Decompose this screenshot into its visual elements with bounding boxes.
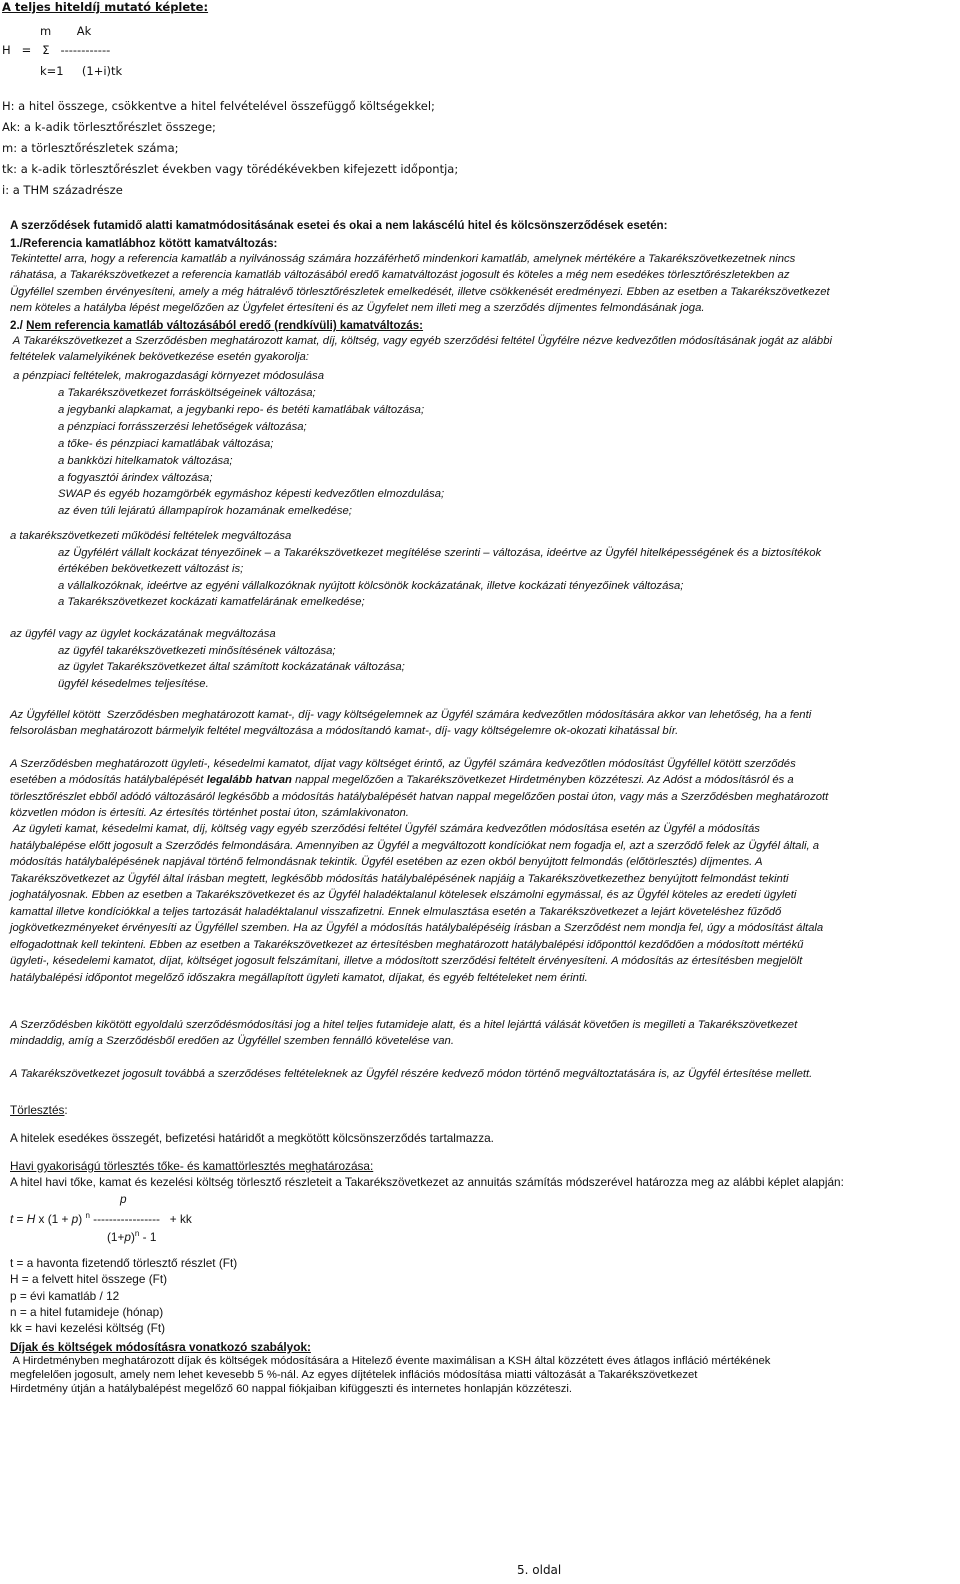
repayment-title: Törlesztés: [10, 1103, 65, 1117]
s1-line: nem köteles a hatályba lépést megelőzően az Ügyfelet értesíteni és az Ügyfelet nem illeti meg a szerződés díjmentes felmondásának joga.: [10, 301, 705, 314]
notice-paragraph: [10, 756, 828, 821]
unilateral-paragraph: [10, 1017, 797, 1050]
thm-def-m: m: a törlesztőrészletek száma;: [2, 141, 179, 155]
paragraph-line: A Hirdetményben meghatározott díjak és költségek módosítására a Hitelező évente maximálisan a KSH által közzétett éves átlagos infláció mértékének: [10, 1355, 771, 1367]
paragraph-line: hatálybalépési időpontot megelőző időszakra megállapított ügyleti kamatot, díjakat, és egyéb feltételeket nem érinti.: [10, 971, 588, 984]
formula-fraction-line: ----------------- + kk: [89, 1211, 192, 1226]
legend-item: kk = havi kezelési költség (Ft): [10, 1321, 166, 1336]
market-item: a tőke- és pénzpiaci kamatlábak változása;: [58, 437, 274, 450]
paragraph-line: A Szerződésben kikötött egyoldalú szerződésmódosítási jog a hitel teljes futamideje alatt, és a hitel lejárttá válását követően is megilleti a Takarékszövetkezet: [10, 1019, 798, 1031]
legend-item: n = a hitel futamideje (hónap): [10, 1304, 164, 1319]
monthly-title: Havi gyakoriságú törlesztés tőke- és kamattörlesztés meghatározása:: [10, 1159, 374, 1173]
rate-intro: A szerződések futamidő alatti kamatmódositásának esetei és okai a nem lakáscélú hitel és kölcsönszerződések esetén:: [10, 219, 668, 232]
paragraph-line: Hirdetmény útján a hatálybalépést megelőző 60 nappal fiókjaiban kifüggeszti és internetes honlapján közzéteszi.: [10, 1383, 573, 1395]
paragraph-line: hatálybalépése előtt jogosult a Szerződés felmondására. Amennyiben az Ügyfél a megváltozott kondíciókat nem fogadja el, azt a szerződő felek az Ügyfél általi, a: [10, 839, 820, 852]
formula-eq: =: [13, 1211, 27, 1226]
paragraph-line: kamattal illetve kondíciókkal a teljes tartozását haladéktalanul visszafizetni. Ennek elmulasztása esetén a Takarékszövetkezet a lejárt követeléshez fűződő: [10, 905, 782, 918]
text-run: esetében a módosítás hatálybalépését: [10, 774, 207, 787]
thm-heading: A teljes hiteldíj mutató képlete:: [2, 0, 209, 14]
paragraph-line: A Szerződésben meghatározott ügyleti-, késedelmi kamatot, díjat vagy költséget érintő, az Ügyfél számára kedvezőtlen módosítást Ügyféllel kötött szerződés: [10, 758, 796, 770]
repayment-text: A hitelek esedékes összegét, befizetési határidőt a megkötött kölcsönszerződés tartalmazza.: [10, 1131, 494, 1145]
risk-item: az ügylet Takarékszövetkezet által számított kockázatának változása;: [58, 661, 405, 674]
formula-numerator: p: [120, 1192, 127, 1206]
paragraph-line: Az ügyleti kamat, késedelmi kamat, díj, költség vagy egyéb szerződési feltétel Ügyfél számára kedvezőtlen módosítása esetén az Ügyfél a módosítás: [10, 823, 760, 835]
s2-line: feltételek valamelyikének bekövetkezése esetén gyakorolja:: [10, 351, 309, 364]
market-item: a Takarékszövetkezet forrásköltségeinek változása;: [58, 387, 316, 399]
thm-def-h: H: a hitel összege, csökkentve a hitel felvételével összefüggő költségekkel;: [2, 99, 435, 113]
thm-def-i: i: a THM századrésze: [2, 183, 123, 197]
oper-item: a vállalkozóknak, ideértve az egyéni vállalkozóknak nyújtott kölcsönök kockázatának, illetve kockázati tényezőinek változása;: [58, 579, 684, 592]
risk-item: ügyfél késedelmes teljesítése.: [58, 677, 209, 690]
paragraph-line: felsorolásban meghatározott bármelyik feltétel megváltozása a módosítandó kamat-, díj- vagy költségelemre ok-okozati kihatással bír.: [10, 725, 679, 738]
formula-close: ): [78, 1211, 86, 1226]
denominator-part: - 1: [139, 1229, 157, 1244]
risk-title: az ügyfél vagy az ügylet kockázatának megváltozása: [10, 628, 276, 640]
denominator-part: ): [130, 1229, 135, 1244]
paragraph-line: elfogadottnak kell tekinteni. Ebben az esetben a Takarékszövetkezet az értesítésben meghatározott hatálybalépési időponttól kezdődően a módosított mértékű: [10, 938, 804, 951]
paragraph-line: joghatályosnak. Ebben az esetben a Takarékszövetkezet és az Ügyfél haladéktalanul kötelesek elszámolni egymással, és az Ügyfél köteles az eredeti ügyleti: [10, 889, 797, 901]
legend-item: t = a havonta fizetendő törlesztő részlet (Ft): [10, 1256, 238, 1270]
oper-list: [58, 545, 821, 610]
paragraph-line: törlesztőrészlet ebből adódó változásáról legkésőbb a módosítás hatálybalépését hatvan nappal megelőzően postai úton, vagy más a Szerződésben meghatározott: [10, 790, 829, 803]
s1-title: 1./Referencia kamatlábhoz kötött kamatváltozás:: [10, 237, 278, 250]
formula-mid: x (1 +: [35, 1211, 72, 1226]
denominator-exponent: n: [134, 1229, 140, 1238]
adverse-paragraph: [10, 707, 811, 740]
fees-body: [10, 1354, 770, 1396]
market-item: a fogyasztói árindex változása;: [58, 471, 213, 484]
annuity-formula: [10, 1208, 192, 1227]
colon: :: [64, 1103, 68, 1117]
formula-exponent: n: [85, 1211, 90, 1220]
formula-denominator: [107, 1226, 156, 1245]
text-run: nappal megelőzően a Takarékszövetkezet Hirdetményben közzéteszi. Az Adóst a módosításról és a: [291, 774, 794, 787]
formula-h: H: [26, 1211, 36, 1226]
denominator-p: p: [124, 1229, 131, 1244]
paragraph-line-emphasis: [10, 772, 828, 788]
market-list: [58, 385, 444, 520]
s2-title-row: [10, 318, 423, 334]
repayment-title-row: [10, 1102, 68, 1118]
s1-line: Ügyféllel szemben érvényesíteni, amely a még hátralévő törlesztőrészletek emelkedését, illetve csökkenését eredményezi. Ebben az esetben a Takarékszövetkezet: [10, 285, 830, 298]
risk-list: [58, 643, 405, 692]
s1-line: Tekintettel arra, hogy a referencia kamatláb a nyilvánosság számára hozzáférhető mindenkori kamatláb, amelynek mértékére a Takarékszövetkezetnek nincs: [10, 253, 796, 265]
s2-line: A Takarékszövetkezet a Szerződésben meghatározott kamat, díj, költség, vagy egyéb szerződési feltétel Ügyfélre nézve kedvezőtlen módosításának jogát az alábbi: [10, 335, 832, 347]
s1-body: [10, 251, 830, 316]
legend-item: p = évi kamatláb / 12: [10, 1288, 120, 1303]
emphasis-sixty-days: legalább hatvan: [206, 774, 292, 787]
oper-item: az Ügyfélért vállalt kockázat tényezőinek – a Takarékszövetkezet megítélése szerinti – változása, ideértve az Ügyfél hitelképességének és a biztosítékok: [58, 547, 822, 559]
legend-item: H = a felvett hitel összege (Ft): [10, 1272, 168, 1287]
s1-line: ráhatása, a Takarékszövetkezet a referencia kamatláb változásából eredő kamatváltozást jogosult és köteles a még nem esedékes törlesztőrészletekben az: [10, 269, 790, 282]
s2-title: Nem referencia kamatláb változásából eredő (rendkívüli) kamatváltozás:: [26, 319, 424, 332]
thm-def-tk: tk: a k-adik törlesztőrészlet években vagy törédékévekben kifejezett időpontja;: [2, 162, 459, 176]
s2-body: [10, 333, 832, 366]
formula-p: p: [71, 1211, 79, 1226]
thm-def-ak: Ak: a k-adik törlesztőrészlet összege;: [2, 120, 216, 134]
market-item: az éven túli lejáratú állampapírok hozamának emelkedése;: [58, 505, 352, 518]
thm-formula-line2: H = Σ ------------: [2, 43, 111, 57]
risk-item: az ügyfél takarékszövetkezeti minősítésének változása;: [58, 645, 336, 657]
thm-formula-line3: k=1 (1+i)tk: [40, 64, 123, 78]
market-item: SWAP és egyéb hozamgörbék egymáshoz képesti kedvezőtlen elmozdulása;: [58, 488, 445, 501]
market-title: a pénzpiaci feltételek, makrogazdasági környezet módosulása: [10, 370, 324, 382]
termination-paragraph: [10, 821, 823, 986]
thm-formula-line1: m Ak: [40, 24, 92, 38]
paragraph-line: megfelelően jogosult, amely nem lehet kevesebb 5 %-nál. Az egyes díjtételek inflációs módosítása miatti változását a Takarékszövetkezet: [10, 1369, 698, 1381]
paragraph-line: Takarékszövetkezet az Ügyfél által írásban megtett, legkésőbb módosítás hatálybalépésének napjáig a Takarékszövetkezethez benyújtott felmondást tekinti: [10, 872, 789, 885]
market-item: a bankközi hitelkamatok változása;: [58, 454, 233, 467]
paragraph-line: ügyleti-, késedelemi kamatot, díjat, költséget jogosult felszámítani, illetve a módosított szerződési feltételt érvényesíteni. A módosítás az értesítésben megjelölt: [10, 955, 803, 967]
denominator-part: (1+: [107, 1229, 125, 1244]
paragraph-line: jogkövetkezményeket érvényesíti az Ügyféllel szemben. Ha az Ügyfél a módosítás hatálybalépéséig írásban a Szerződést nem mondja fel, úgy a módosítást általa: [10, 922, 824, 934]
market-item: a pénzpiaci forrásszerzési lehetőségek változása;: [58, 420, 307, 433]
oper-item: értékében bekövetkezett változást is;: [58, 563, 244, 576]
favorable-paragraph: A Takarékszövetkezet jogosult továbbá a szerződéses feltételeknek az Ügyfél részére kedvező módon történő megváltoztatására is, az Ügyfél értesítése mellett.: [10, 1068, 813, 1080]
oper-title: a takarékszövetkezeti működési feltételek megváltozása: [10, 530, 292, 542]
market-item: a jegybanki alapkamat, a jegybanki repo- és betéti kamatlábak változása;: [58, 403, 425, 416]
paragraph-line: közvetlen módon is értesíti. Az értesítés történhet postai úton, számlakivonaton.: [10, 806, 409, 819]
s2-number: 2./: [10, 319, 27, 332]
paragraph-line: Az Ügyféllel kötött Szerződésben meghatározott kamat-, díj- vagy költségelemnek az Ügyfél számára kedvezőtlen módosítására akkor van lehetőség, ha a fenti: [10, 709, 812, 721]
paragraph-line: módosítás hatálybalépésének napjával történő felmondásnak tekintik. Ügyfél esetében az ezen okból benyújtott felmondás (előtörlesztés) díjmentes. A: [10, 856, 763, 868]
paragraph-line: mindaddig, amíg a Szerződésből eredően az Ügyféllel szemben fennálló követelése van.: [10, 1035, 454, 1048]
formula-legend: [10, 1255, 237, 1336]
fees-title: Díjak és költségek módosításra vonatkozó szabályok:: [10, 1340, 311, 1354]
formula-t: t: [10, 1211, 14, 1226]
monthly-text: A hitel havi tőke, kamat és kezelési költség törlesztő részleteit a Takarékszövetkezet az annuitás számítás módszerével határozza meg az alábbi képlet alapján:: [10, 1175, 844, 1189]
page-number: 5. oldal: [517, 1563, 562, 1577]
oper-item: a Takarékszövetkezet kockázati kamatfelárának emelkedése;: [58, 595, 365, 608]
